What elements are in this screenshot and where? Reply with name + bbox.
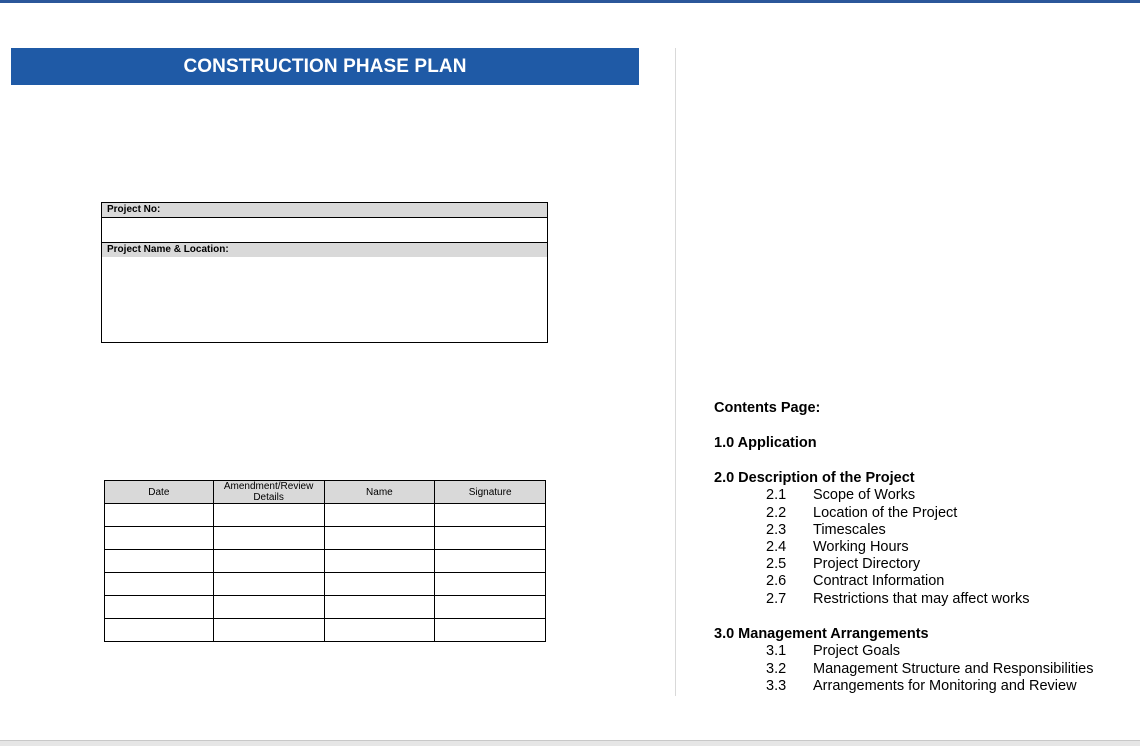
window-top-strip [0, 0, 1140, 3]
table-cell[interactable] [213, 527, 324, 550]
item-number: 2.1 [766, 487, 787, 503]
item-text: Contract Information [813, 573, 945, 589]
table-cell[interactable] [324, 527, 435, 550]
document-title: CONSTRUCTION PHASE PLAN [183, 55, 467, 77]
item-text: Management Structure and Responsibilities [813, 660, 1094, 677]
table-cell[interactable] [435, 504, 546, 527]
contents-heading: Contents Page: [714, 400, 821, 416]
item-number: 2.6 [766, 573, 787, 589]
table-cell[interactable] [324, 596, 435, 619]
item-text: Project Goals [813, 643, 901, 659]
table-cell[interactable] [105, 619, 214, 642]
item-number: 3.1 [766, 643, 787, 659]
table-cell[interactable] [435, 596, 546, 619]
item-text: Scope of Works [813, 487, 916, 503]
item-number: 2.5 [766, 556, 787, 572]
table-cell[interactable] [324, 573, 435, 596]
status-bar [0, 740, 1140, 746]
table-cell[interactable] [105, 550, 214, 573]
item-text: Working Hours [813, 539, 909, 555]
table-row [105, 550, 546, 573]
table-cell[interactable] [324, 550, 435, 573]
table-cell[interactable] [435, 619, 546, 642]
table-cell[interactable] [213, 550, 324, 573]
item-number: 3.3 [766, 678, 787, 694]
item-text: Location of the Project [813, 504, 958, 521]
revision-table-header [105, 481, 546, 504]
item-text: Arrangements for Monitoring and Review [813, 678, 1077, 694]
table-cell[interactable] [213, 504, 324, 527]
project-no-label: Project No: [102, 203, 547, 217]
item-text: Timescales [813, 521, 886, 538]
item-number: 2.2 [766, 504, 787, 521]
table-cell[interactable] [435, 573, 546, 596]
section-1-title: 1.0 Application [714, 435, 817, 451]
table-cell[interactable] [105, 527, 214, 550]
section-2-title: 2.0 Description of the Project [714, 470, 915, 486]
table-cell[interactable] [324, 504, 435, 527]
table-cell[interactable] [435, 550, 546, 573]
header-signature: Signature [435, 481, 546, 504]
revision-table [104, 480, 546, 642]
table-cell[interactable] [324, 619, 435, 642]
header-name: Name [324, 481, 435, 504]
item-number: 2.3 [766, 521, 787, 538]
item-number: 2.7 [766, 590, 787, 607]
table-cell[interactable] [213, 596, 324, 619]
page-divider [675, 48, 676, 696]
table-row [105, 573, 546, 596]
table-cell[interactable] [105, 596, 214, 619]
table-cell[interactable] [105, 573, 214, 596]
project-no-field[interactable] [102, 218, 547, 242]
table-cell[interactable] [105, 504, 214, 527]
project-info-box [101, 202, 548, 343]
section-3-title: 3.0 Management Arrangements [714, 625, 929, 642]
item-number: 2.4 [766, 539, 787, 555]
item-text: Project Directory [813, 556, 921, 572]
item-number: 3.2 [766, 660, 787, 677]
table-cell[interactable] [435, 527, 546, 550]
project-name-location-label: Project Name & Location: [102, 243, 547, 257]
table-row [105, 504, 546, 527]
header-date: Date [105, 481, 214, 504]
table-cell[interactable] [213, 573, 324, 596]
table-row [105, 527, 546, 550]
project-name-location-field[interactable] [102, 257, 547, 342]
header-amendment-review-details: Amendment/Review Details [213, 481, 324, 504]
table-cell[interactable] [213, 619, 324, 642]
title-banner [11, 48, 639, 85]
table-row [105, 619, 546, 642]
item-text: Restrictions that may affect works [813, 590, 1030, 607]
table-row [105, 596, 546, 619]
